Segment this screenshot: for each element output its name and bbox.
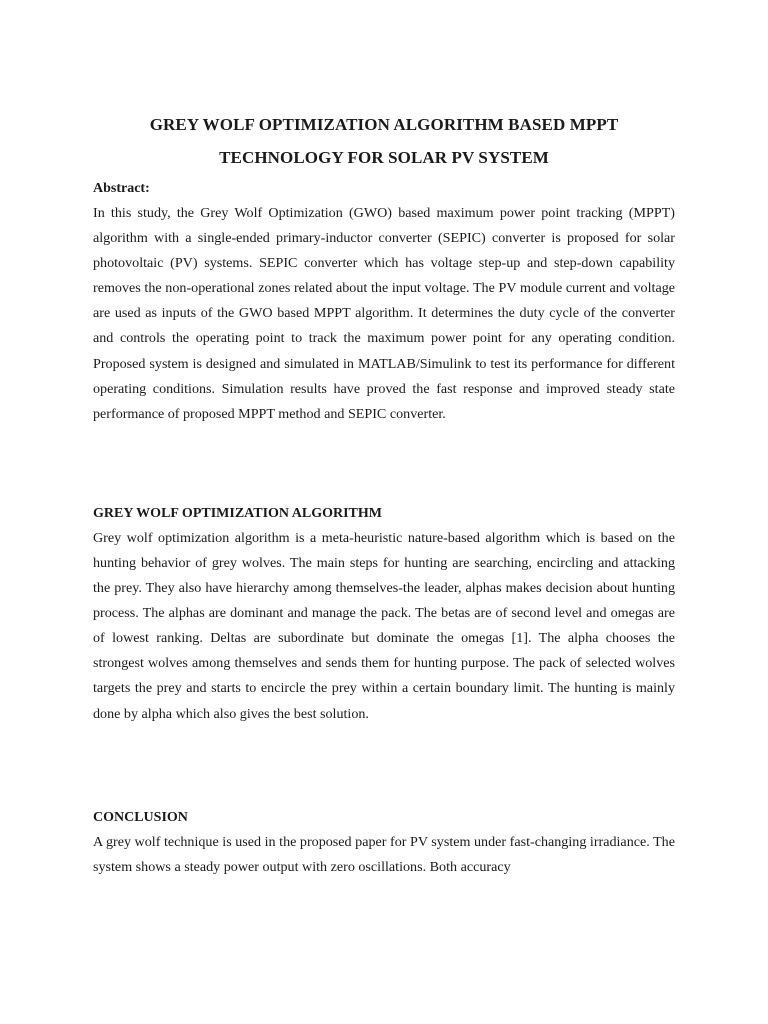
gwo-heading: GREY WOLF OPTIMIZATION ALGORITHM [93,505,382,521]
document-page [93,108,675,880]
gwo-section [93,501,675,727]
abstract-section [93,176,675,427]
spacer [93,427,675,501]
conclusion-text: A grey wolf technique is used in the proposed paper for PV system under fast-changing irradiance. The system shows a steady power output with zero oscillations. Both accuracy [93,833,675,875]
gwo-text: Grey wolf optimization algorithm is a meta-heuristic nature-based algorithm which is based on the hunting behavior of grey wolves. The main steps for hunting are searching, encircling and attacking the prey. They also have hierarchy among themselves-the leader, alphas makes decision about hunting process. The alphas are dominant and manage the pack. The betas are of second level and omegas are of lowest ranking. Deltas are subordinate but dominate the omegas [1]. The alpha chooses the strongest wolves among themselves and sends them for hunting purpose. The pack of selected wolves targets the prey and starts to encircle the prey within a certain boundary limit. The hunting is mainly done by alpha which also gives the best solution. [93,529,675,722]
spacer [93,727,675,805]
abstract-heading: Abstract: [93,181,150,196]
paper-title [93,108,675,174]
title-line-2: TECHNOLOGY FOR SOLAR PV SYSTEM [219,148,549,167]
conclusion-section [93,805,675,880]
title-line-1: GREY WOLF OPTIMIZATION ALGORITHM BASED MPPT [149,115,619,134]
abstract-text: In this study, the Grey Wolf Optimization (GWO) based maximum power point tracking (MPPT) algorithm with a single-ended primary-inductor converter (SEPIC) converter is proposed for solar photovoltaic (PV) systems. SEPIC converter which has voltage step-up and step-down capability removes the non-operational zones related about the input voltage. The PV module current and voltage are used as inputs of the GWO based MPPT algorithm. It determines the duty cycle of the converter and controls the operating point to track the maximum power point for any operating condition. Proposed system is designed and simulated in MATLAB/Simulink to test its performance for different operating conditions. Simulation results have proved the fast response and improved steady state performance of proposed MPPT method and SEPIC converter. [93,205,675,422]
conclusion-heading: CONCLUSION [93,809,188,825]
